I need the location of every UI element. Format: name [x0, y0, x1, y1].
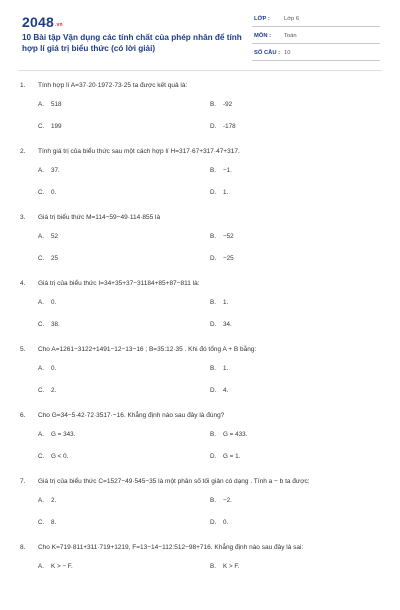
- meta-value: Toán: [284, 33, 297, 39]
- question-text: Cho A=1261−3122+1491−12−13−16 ; B=35:12·35 . Khi đó tổng A + B bằng:: [38, 346, 257, 353]
- question-text: Giá trị biểu thức M=114−59−49·114·855 là: [38, 214, 161, 221]
- option-text: G = 433.: [223, 431, 248, 438]
- option-a[interactable]: [38, 431, 75, 438]
- question: [0, 280, 400, 346]
- option-text: 38.: [51, 321, 60, 328]
- header-divider: [18, 70, 382, 71]
- meta-label: SỐ CÂU :: [254, 50, 281, 56]
- option-c[interactable]: [38, 387, 56, 394]
- option-c[interactable]: [38, 321, 60, 328]
- option-d[interactable]: [210, 123, 236, 130]
- question-number: 5.: [20, 346, 26, 353]
- option-c[interactable]: [38, 123, 62, 130]
- option-text: 199: [51, 123, 62, 130]
- option-text: 25: [51, 255, 59, 262]
- option-c[interactable]: [38, 255, 58, 262]
- question-number: 7.: [20, 478, 26, 485]
- meta-value: 10: [284, 50, 291, 56]
- question-text: Giá trị của biểu thức C=1527−49·545−35 là một phân số tối giản có dạng . Tính a − b ta được:: [38, 478, 310, 485]
- question-text: Cho G=34−5·42·72·3517·−16. Khẳng định nào sau đây là đúng?: [38, 412, 225, 419]
- option-text: 518: [51, 101, 62, 108]
- option-letter: D.: [210, 453, 217, 460]
- meta-label: MÔN :: [254, 33, 272, 39]
- option-d[interactable]: [210, 255, 234, 262]
- option-a[interactable]: [38, 365, 56, 372]
- question-number: 3.: [20, 214, 26, 221]
- option-text: 34.: [223, 321, 232, 328]
- option-text: 0.: [51, 189, 57, 196]
- option-letter: D.: [210, 189, 217, 196]
- option-text: −1.: [223, 167, 232, 174]
- question: [0, 82, 400, 148]
- question-number: 8.: [20, 544, 26, 551]
- logo-suffix: .vn: [54, 22, 63, 28]
- option-text: −52: [223, 233, 234, 240]
- worksheet-title: 10 Bài tập Vận dụng các tính chất của phép nhân để tính hợp lí giá trị biểu thức (có lời giải): [22, 33, 242, 53]
- option-letter: D.: [210, 255, 217, 262]
- option-text: G = 343.: [51, 431, 76, 438]
- option-a[interactable]: [38, 233, 58, 240]
- option-letter: B.: [210, 497, 216, 504]
- option-b[interactable]: [210, 299, 228, 306]
- question-text: Cho K=719·811+311·719+1219, F=13−14−112:512−98+716. Khẳng định nào sau đây là sai:: [38, 544, 304, 551]
- option-a[interactable]: [38, 299, 56, 306]
- option-letter: A.: [38, 563, 44, 570]
- option-text: -92: [223, 101, 233, 108]
- option-b[interactable]: [210, 167, 232, 174]
- option-letter: A.: [38, 299, 44, 306]
- option-d[interactable]: [210, 519, 228, 526]
- option-text: 0.: [51, 299, 57, 306]
- worksheet-meta: [252, 14, 380, 65]
- option-letter: C.: [38, 255, 45, 262]
- option-text: 8.: [51, 519, 57, 526]
- option-a[interactable]: [38, 101, 62, 108]
- option-letter: C.: [38, 519, 45, 526]
- option-text: K > F.: [223, 563, 240, 570]
- option-text: G < 0.: [51, 453, 69, 460]
- option-letter: B.: [210, 365, 216, 372]
- option-b[interactable]: [210, 563, 239, 570]
- option-letter: C.: [38, 387, 45, 394]
- option-b[interactable]: [210, 365, 228, 372]
- option-letter: D.: [210, 123, 217, 130]
- option-a[interactable]: [38, 563, 73, 570]
- question-text: Tính hợp lí A=37·20·1972·73·25 ta được kết quả là:: [38, 82, 188, 89]
- question: [0, 478, 400, 544]
- question-number: 6.: [20, 412, 26, 419]
- option-letter: A.: [38, 233, 44, 240]
- option-letter: B.: [210, 299, 216, 306]
- option-b[interactable]: [210, 497, 232, 504]
- question-number: 2.: [20, 148, 26, 155]
- worksheet-header: [0, 0, 400, 62]
- question: [0, 148, 400, 214]
- option-c[interactable]: [38, 519, 56, 526]
- option-b[interactable]: [210, 233, 234, 240]
- option-text: −2.: [223, 497, 232, 504]
- option-letter: A.: [38, 497, 44, 504]
- option-c[interactable]: [38, 453, 68, 460]
- question-number: 1.: [20, 82, 26, 89]
- meta-row-subject: [252, 31, 380, 44]
- option-text: −25: [223, 255, 234, 262]
- question: [0, 214, 400, 280]
- question: [0, 412, 400, 478]
- option-text: 37.: [51, 167, 60, 174]
- option-text: K > − F.: [51, 563, 73, 570]
- option-text: 2.: [51, 497, 57, 504]
- option-text: 1.: [223, 299, 229, 306]
- option-text: -178: [223, 123, 236, 130]
- option-letter: A.: [38, 365, 44, 372]
- option-letter: D.: [210, 387, 217, 394]
- option-d[interactable]: [210, 189, 228, 196]
- option-text: G = 1.: [223, 453, 241, 460]
- site-logo[interactable]: [22, 14, 63, 30]
- option-letter: A.: [38, 167, 44, 174]
- option-letter: B.: [210, 431, 216, 438]
- option-text: 1.: [223, 189, 229, 196]
- meta-row-class: [252, 14, 380, 27]
- question-text: Tính giá trị của biểu thức sau một cách hợp lí H=317·67+317·47+317.: [38, 148, 240, 155]
- option-text: 0.: [51, 365, 57, 372]
- option-a[interactable]: [38, 167, 60, 174]
- question: [0, 346, 400, 412]
- option-letter: C.: [38, 189, 45, 196]
- option-b[interactable]: [210, 101, 232, 108]
- option-letter: A.: [38, 101, 44, 108]
- question-number: 4.: [20, 280, 26, 287]
- option-text: 52: [51, 233, 59, 240]
- option-letter: C.: [38, 123, 45, 130]
- meta-value: Lớp 6: [284, 16, 300, 22]
- option-letter: B.: [210, 167, 216, 174]
- question-text: Giá trị của biểu thức I=34+35+37−31184+85+87−811 là:: [38, 280, 200, 287]
- meta-row-count: [252, 48, 380, 61]
- option-d[interactable]: [210, 387, 228, 394]
- option-letter: B.: [210, 233, 216, 240]
- question: [0, 544, 400, 610]
- option-letter: B.: [210, 101, 216, 108]
- option-letter: C.: [38, 453, 45, 460]
- meta-label: LỚP :: [254, 16, 270, 22]
- logo-text: 2048: [22, 14, 54, 30]
- option-c[interactable]: [38, 189, 56, 196]
- option-d[interactable]: [210, 453, 240, 460]
- option-letter: D.: [210, 519, 217, 526]
- option-a[interactable]: [38, 497, 56, 504]
- option-text: 0.: [223, 519, 229, 526]
- option-d[interactable]: [210, 321, 232, 328]
- option-letter: A.: [38, 431, 44, 438]
- option-text: 4.: [223, 387, 229, 394]
- option-text: 2.: [51, 387, 57, 394]
- option-text: 1.: [223, 365, 229, 372]
- option-letter: B.: [210, 563, 216, 570]
- option-letter: C.: [38, 321, 45, 328]
- option-letter: D.: [210, 321, 217, 328]
- question-list: [0, 82, 400, 610]
- option-b[interactable]: [210, 431, 247, 438]
